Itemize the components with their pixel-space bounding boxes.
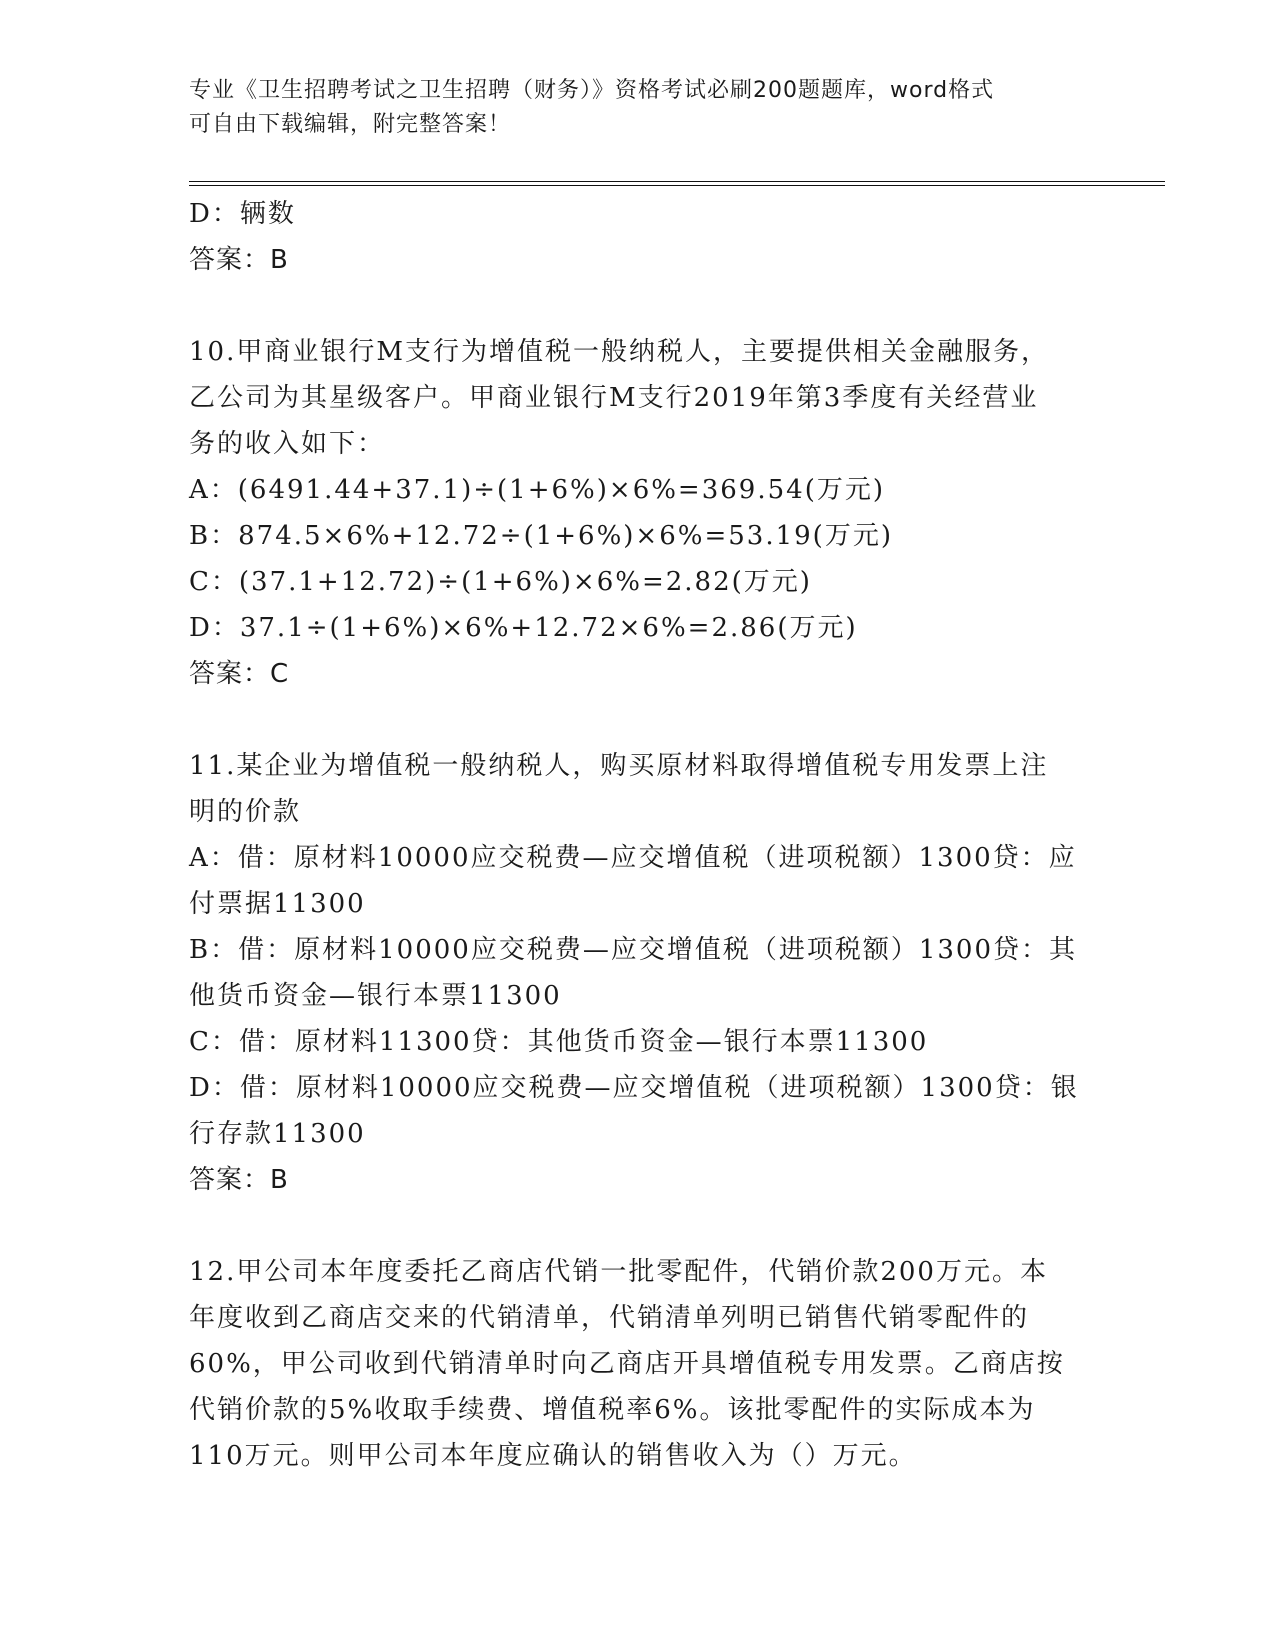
paragraph-gap	[189, 697, 1089, 743]
option-line: C：借：原材料11300贷：其他货币资金—银行本票11300	[189, 1027, 929, 1057]
header-line-2: 可自由下载编辑，附完整答案！	[189, 112, 512, 137]
question-line: 60%，甲公司收到代销清单时向乙商店开具增值税专用发票。乙商店按	[189, 1349, 1065, 1379]
paragraph-gap	[189, 1203, 1089, 1249]
option-line: C：(37.1+12.72)÷(1+6%)×6%=2.82(万元)	[189, 567, 812, 597]
document-header	[189, 74, 1089, 142]
answer-line: 答案：B	[189, 1165, 289, 1195]
option-line: 行存款11300	[189, 1119, 366, 1149]
option-line: B：借：原材料10000应交税费—应交增值税（进项税额）1300贷：其	[189, 935, 1077, 965]
header-divider-top	[189, 181, 1165, 182]
answer-line: 答案：C	[189, 659, 290, 689]
option-line: 付票据11300	[189, 889, 366, 919]
option-line: A：(6491.44+37.1)÷(1+6%)×6%=369.54(万元)	[189, 475, 885, 505]
question-line: 年度收到乙商店交来的代销清单，代销清单列明已销售代销零配件的	[189, 1303, 1030, 1333]
question-line: 乙公司为其星级客户。甲商业银行M支行2019年第3季度有关经营业	[189, 383, 1039, 413]
option-line: B：874.5×6%+12.72÷(1+6%)×6%=53.19(万元)	[189, 521, 893, 551]
question-line: 务的收入如下：	[189, 429, 386, 459]
question-line: 11.某企业为增值税一般纳税人，购买原材料取得增值税专用发票上注	[189, 751, 1049, 781]
answer-line: 答案：B	[189, 245, 289, 275]
question-line: 12.甲公司本年度委托乙商店代销一批零配件，代销价款200万元。本	[189, 1257, 1048, 1287]
question-content	[189, 191, 1089, 1479]
header-line-1: 专业《卫生招聘考试之卫生招聘（财务）》资格考试必刷200题题库，word格式	[189, 78, 995, 103]
question-line: 10.甲商业银行M支行为增值税一般纳税人，主要提供相关金融服务，	[189, 337, 1049, 367]
option-line: 他货币资金—银行本票11300	[189, 981, 562, 1011]
option-line: D：37.1÷(1+6%)×6%+12.72×6%=2.86(万元)	[189, 613, 858, 643]
option-line: D：借：原材料10000应交税费—应交增值税（进项税额）1300贷：银	[189, 1073, 1079, 1103]
option-line: A：借：原材料10000应交税费—应交增值税（进项税额）1300贷：应	[189, 843, 1077, 873]
option-line: D：辆数	[189, 199, 296, 229]
question-line: 代销价款的5%收取手续费、增值税率6%。该批零配件的实际成本为	[189, 1395, 1036, 1425]
question-line: 110万元。则甲公司本年度应确认的销售收入为（）万元。	[189, 1441, 917, 1471]
question-line: 明的价款	[189, 797, 302, 827]
header-divider-bottom	[189, 185, 1165, 186]
paragraph-gap	[189, 283, 1089, 329]
